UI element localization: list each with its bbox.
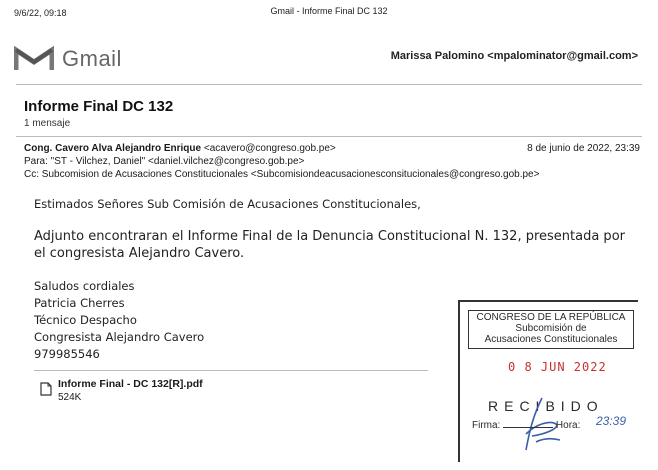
gmail-envelope-icon bbox=[14, 46, 54, 72]
signature-line: 979985546 bbox=[34, 347, 100, 361]
attachment-size: 524K bbox=[58, 392, 82, 403]
signature-line: Patricia Cherres bbox=[34, 296, 125, 310]
header-divider bbox=[16, 84, 642, 85]
stamp-date: 0 8 JUN 2022 bbox=[508, 360, 607, 374]
print-datetime: 9/6/22, 09:18 bbox=[14, 8, 67, 18]
stamp-line-1: CONGRESO DE LA REPÚBLICA bbox=[476, 312, 626, 323]
message-paragraph: Adjunto encontraran el Informe Final de la Denuncia Constitucional N. 132, presentada por el congresista Alejandro Cavero. bbox=[34, 229, 625, 261]
signature-line: Saludos cordiales bbox=[34, 279, 135, 293]
cc-line: Cc: Subcomision de Acusaciones Constitucionales <Subcomisiondeacusacionesconsitucionales@congreso.gob.pe> bbox=[24, 169, 540, 180]
attachment-divider bbox=[34, 370, 428, 371]
gmail-logo-text: Gmail bbox=[62, 46, 122, 71]
to-line: Para: "ST - Vilchez, Daniel" <daniel.vilchez@congreso.gob.pe> bbox=[24, 156, 305, 167]
pdf-file-icon bbox=[40, 382, 52, 396]
sender-email: <acavero@congreso.gob.pe> bbox=[203, 143, 336, 154]
attachment[interactable] bbox=[40, 378, 203, 403]
thread-divider bbox=[16, 136, 642, 137]
greeting: Estimados Señores Sub Comisión de Acusaciones Constitucionales, bbox=[34, 197, 421, 211]
stamp-hora-value: 23:39 bbox=[595, 414, 626, 428]
signature bbox=[34, 278, 204, 363]
signature-line: Congresista Alejandro Cavero bbox=[34, 330, 205, 344]
thread-subject: Informe Final DC 132 bbox=[24, 98, 174, 115]
stamp-header bbox=[468, 310, 634, 349]
message-date: 8 de junio de 2022, 23:39 bbox=[527, 143, 640, 154]
print-title: Gmail - Informe Final DC 132 bbox=[270, 6, 388, 16]
message-count: 1 mensaje bbox=[24, 118, 71, 129]
reception-stamp bbox=[458, 300, 638, 462]
gmail-logo bbox=[14, 46, 122, 72]
account-email: Marissa Palomino <mpalominator@gmail.com> bbox=[390, 50, 638, 62]
stamp-hora-label: Hora: bbox=[555, 420, 581, 431]
stamp-line-2: Subcomisión de bbox=[515, 323, 587, 334]
sender-name: Cong. Cavero Alva Alejandro Enrique bbox=[24, 143, 202, 154]
sender bbox=[24, 143, 336, 154]
stamp-line-3: Acusaciones Constitucionales bbox=[484, 334, 618, 345]
attachment-name[interactable]: Informe Final - DC 132[R].pdf bbox=[58, 378, 203, 390]
signature-line: Técnico Despacho bbox=[34, 313, 137, 327]
stamp-received: RECIBIDO bbox=[488, 398, 604, 414]
stamp-firma-label: Firma: bbox=[472, 420, 501, 431]
